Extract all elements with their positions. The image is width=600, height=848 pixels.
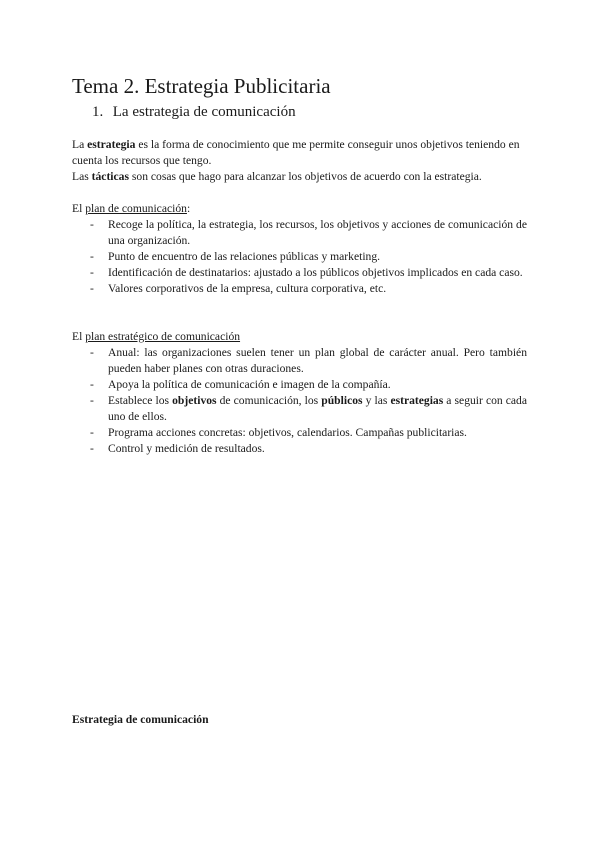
item-text: a seguir con cada uno de ellos. [108, 394, 527, 423]
term-objetivos: objetivos [172, 394, 217, 407]
section-subtitle [92, 102, 296, 122]
heading-prefix: El [72, 202, 86, 215]
plan-estrategico-section [72, 329, 527, 457]
list-item: - Recoge la política, la estrategia, los recursos, los objetivos y acciones de comunicación de una organización. [108, 217, 527, 249]
list-item: - Anual: las organizaciones suelen tener un plan global de carácter anual. Pero también pueden haber planes con otras duraciones. [108, 345, 527, 377]
intro-paragraph-tactics [72, 169, 527, 185]
plan-estrategico-list [72, 345, 527, 457]
heading-underlined: plan de comunicación [85, 202, 187, 215]
plan-estrategico-heading [72, 329, 527, 345]
intro-p1-suffix: es la forma de conocimiento que me permite conseguir unos objetivos teniendo en cuenta los recursos que tengo. [72, 138, 520, 167]
heading-prefix: El [72, 330, 86, 343]
page-title: Tema 2. Estrategia Publicitaria [72, 74, 331, 98]
intro-paragraph-strategy [72, 137, 527, 169]
list-item: - Valores corporativos de la empresa, cultura corporativa, etc. [108, 281, 527, 297]
list-item: - Identificación de destinatarios: ajustado a los públicos objetivos implicados en cada caso. [108, 265, 527, 281]
list-item: - Punto de encuentro de las relaciones públicas y marketing. [108, 249, 527, 265]
list-item: - Control y medición de resultados. [108, 441, 527, 457]
term-tacticas: tácticas [91, 170, 129, 183]
heading-suffix: : [186, 202, 191, 215]
list-item: - Apoya la política de comunicación e imagen de la compañía. [108, 377, 527, 393]
term-estrategia: estrategia [87, 138, 136, 151]
list-item [108, 393, 527, 425]
footer-section-heading: Estrategia de comunicación [72, 713, 209, 726]
intro-p1-prefix: La [72, 138, 88, 151]
plan-comunicacion-list [72, 217, 527, 297]
list-item: - Programa acciones concretas: objetivos, calendarios. Campañas publicitarias. [108, 425, 527, 441]
section-subtitle-text: La estrategia de comunicación [112, 104, 296, 120]
term-estrategias: estrategias [390, 394, 444, 407]
item-text: y las [362, 394, 391, 407]
section-number: 1. [92, 104, 104, 120]
item-text: Establece los [108, 394, 173, 407]
heading-underlined: plan estratégico de comunicación [85, 330, 241, 343]
term-publicos: públicos [321, 394, 363, 407]
item-text: de comunicación, los [216, 394, 322, 407]
intro-p2-suffix: son cosas que hago para alcanzar los objetivos de acuerdo con la estrategia. [128, 170, 482, 183]
intro-p2-prefix: Las [72, 170, 92, 183]
plan-comunicacion-section [72, 201, 527, 297]
plan-comunicacion-heading [72, 201, 527, 217]
intro-block [72, 137, 527, 185]
